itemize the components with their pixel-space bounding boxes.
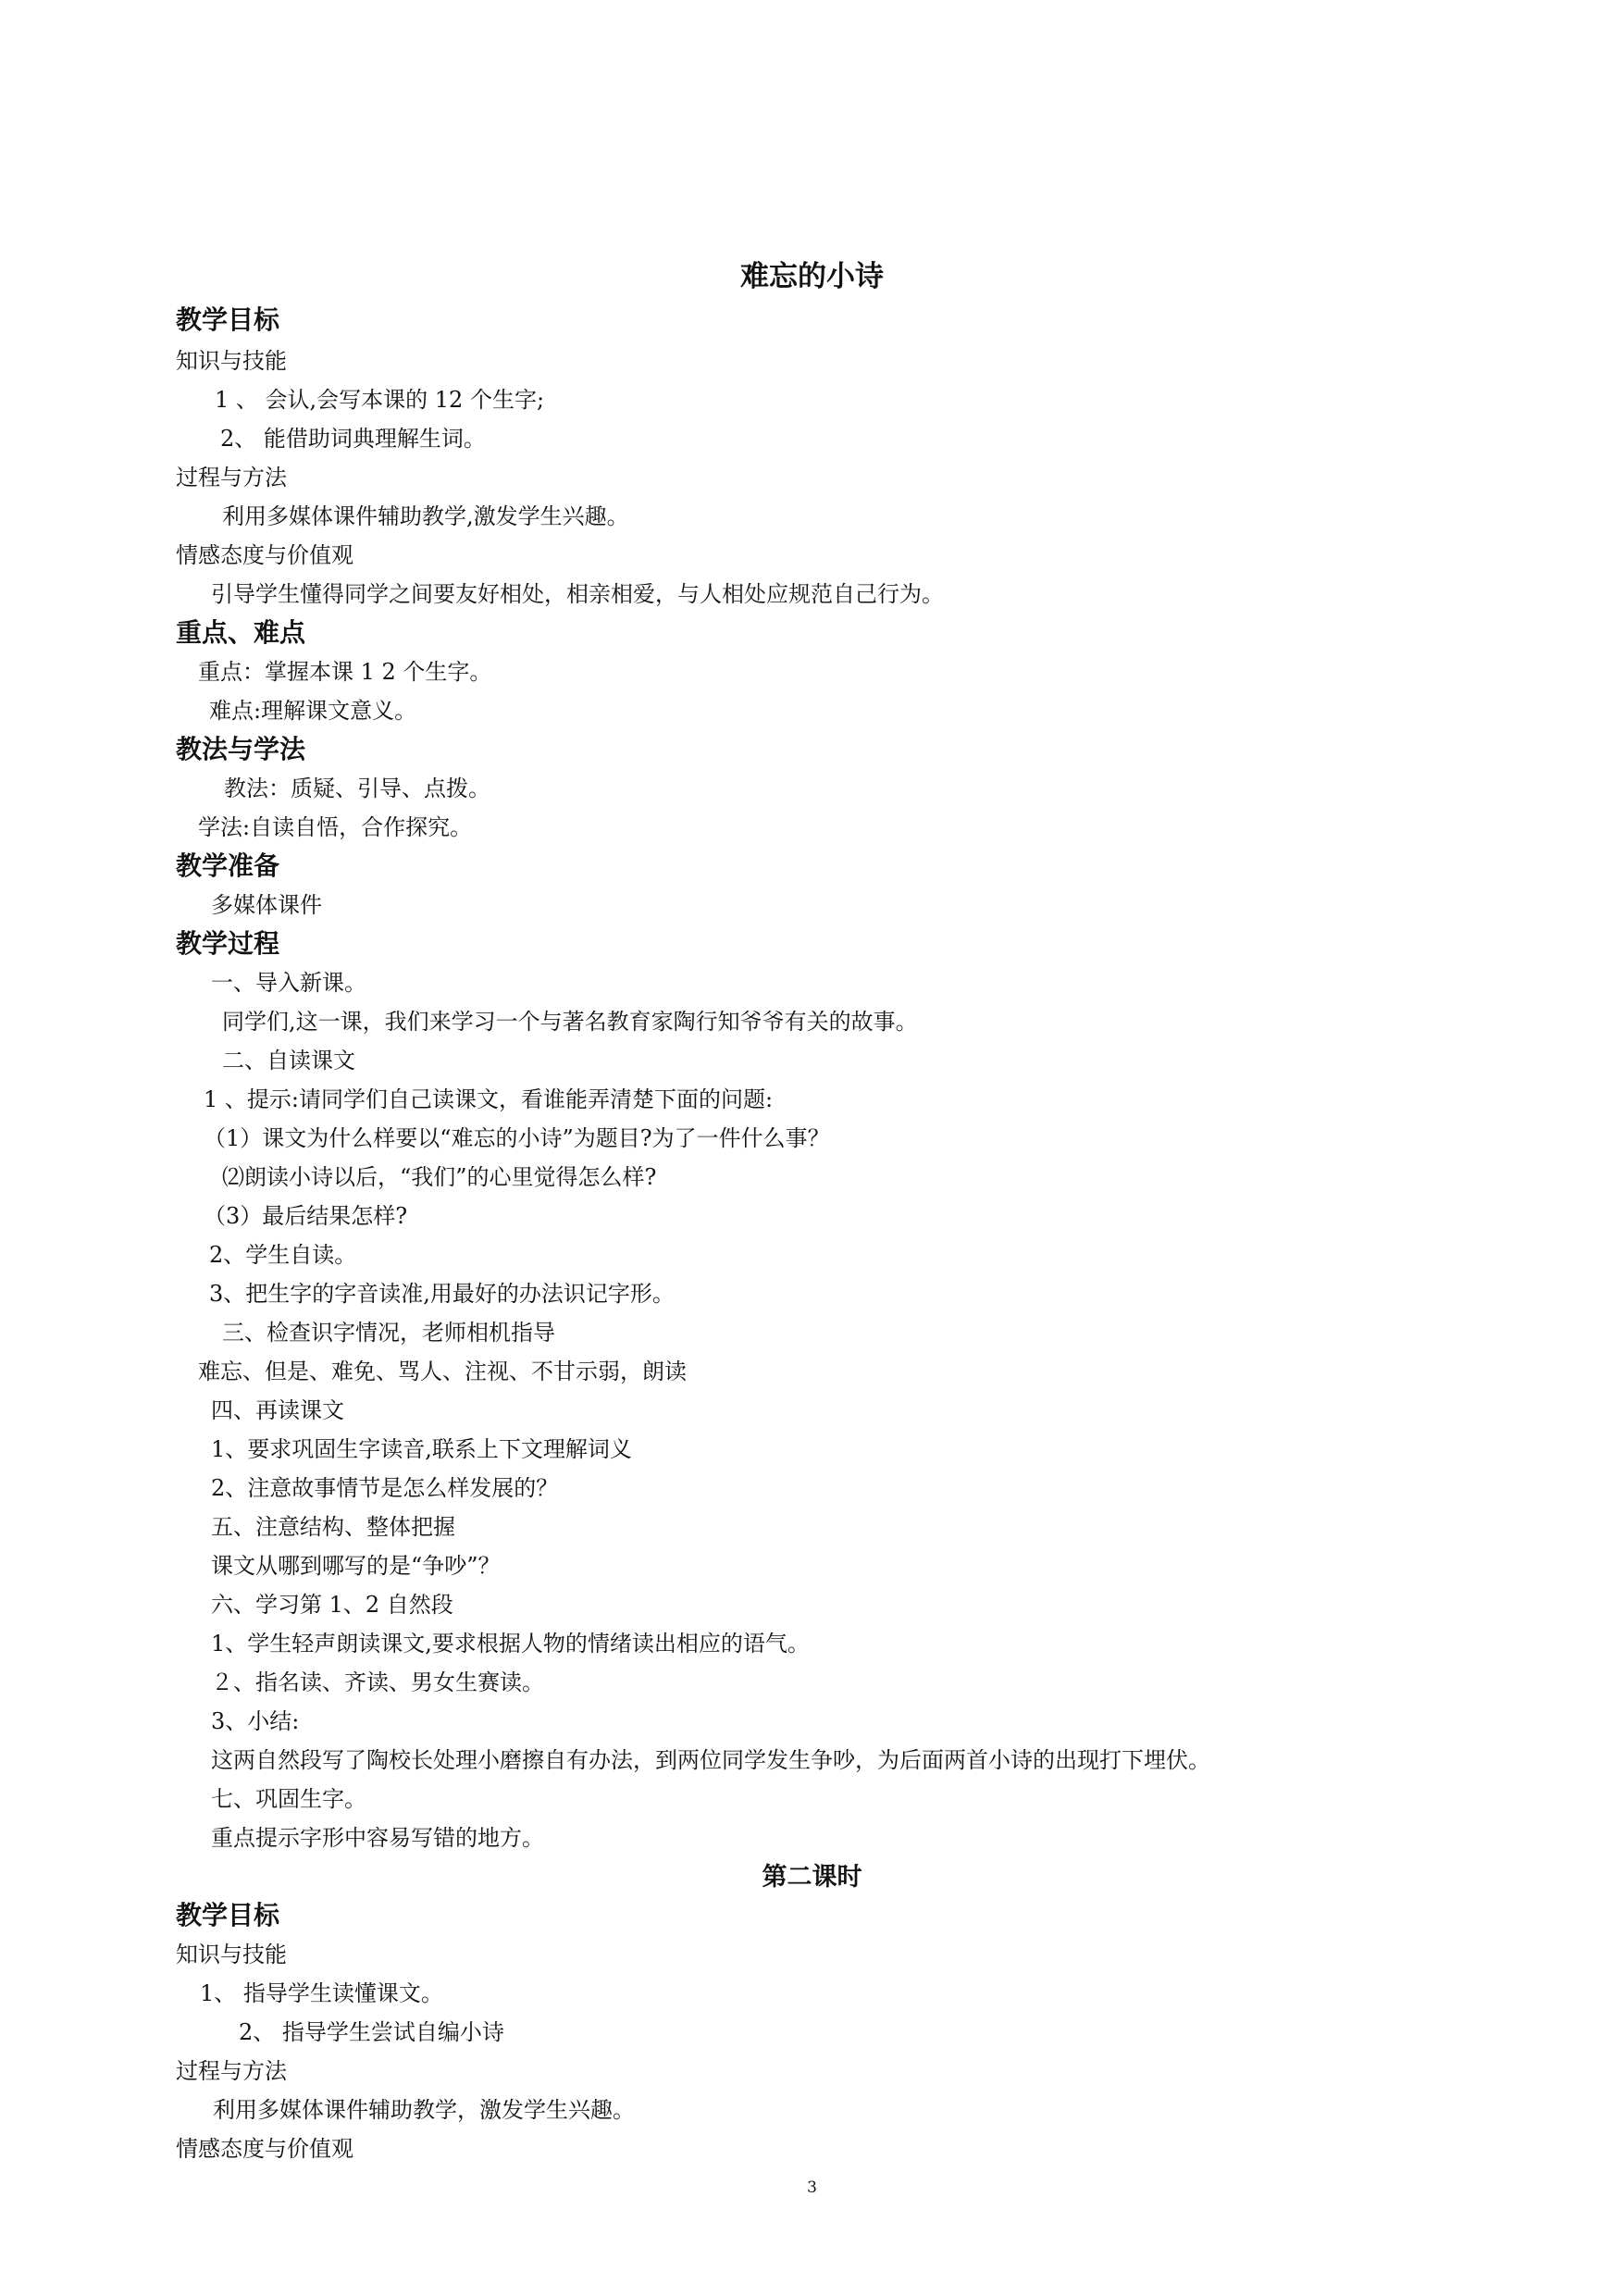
emotion-values-label-2: 情感态度与价值观 [176, 2136, 353, 2162]
heading-methods: 教法与学法 [176, 734, 306, 764]
heading-teaching-goals-2: 教学目标 [176, 1900, 280, 1930]
process-method-text-2: 利用多媒体课件辅助教学，激发学生兴趣。 [213, 2097, 635, 2123]
knowledge-item-2: 2、 能借助词典理解生词。 [220, 426, 486, 452]
lesson-2-knowledge-item-1: 1、 指导学生读懂课文。 [200, 1980, 443, 2006]
difficult-point-text: 难点:理解课文意义。 [209, 698, 417, 724]
process-method-text: 利用多媒体课件辅助教学,激发学生兴趣。 [222, 503, 629, 529]
step-4-item-2: 2、注意故事情节是怎么样发展的？ [211, 1475, 559, 1501]
page-number: 3 [807, 2178, 817, 2197]
step-6-summary: 这两自然段写了陶校长处理小磨擦自有办法，到两位同学发生争吵，为后面两首小诗的出现打下埋伏。 [211, 1747, 1210, 1773]
question-1: （1）课文为什么样要以“难忘的小诗”为题目?为了一件什么事？ [204, 1125, 830, 1151]
step-7-text: 重点提示字形中容易写错的地方。 [211, 1825, 544, 1851]
step-7-title: 七、巩固生字。 [211, 1786, 366, 1812]
lesson-2-knowledge-item-2: 2、 指导学生尝试自编小诗 [239, 2019, 504, 2045]
emotion-values-text: 引导学生懂得同学之间要友好相处，相亲相爱，与人相处应规范自己行为。 [211, 581, 944, 607]
knowledge-item-1: 1 、 会认,会写本课的 12 个生字; [215, 387, 545, 413]
heading-teaching-process: 教学过程 [176, 928, 280, 959]
step-5-title: 五、注意结构、整体把握 [211, 1514, 455, 1540]
key-point-text: 重点：掌握本课 1 2 个生字。 [198, 659, 492, 685]
teaching-method-text: 教法：质疑、引导、点拨。 [224, 776, 490, 801]
step-4-item-1: 1、要求巩固生字读音,联系上下文理解词义 [211, 1436, 632, 1462]
step-3-title: 三、检查识字情况，老师相机指导 [222, 1320, 555, 1346]
step-1-title: 一、导入新课。 [211, 970, 366, 996]
process-method-label-2: 过程与方法 [176, 2058, 287, 2084]
step-1-text: 同学们,这一课，我们来学习一个与著名教育家陶行知爷爷有关的故事。 [222, 1009, 918, 1035]
heading-preparation: 教学准备 [176, 850, 280, 881]
lesson-2-title: 第二课时 [762, 1863, 862, 1892]
step-4-title: 四、再读课文 [211, 1397, 344, 1423]
question-2: ⑵朗读小诗以后，“我们”的心里觉得怎么样? [222, 1164, 657, 1190]
step-2-item-2: 2、学生自读。 [209, 1242, 357, 1268]
heading-key-points: 重点、难点 [176, 617, 306, 648]
step-2-item-3: 3、把生字的字音读准,用最好的办法识记字形。 [209, 1281, 675, 1307]
preparation-text: 多媒体课件 [211, 892, 322, 918]
learning-method-text: 学法:自读自悟，合作探究。 [198, 814, 473, 840]
step-2-title: 二、自读课文 [222, 1048, 355, 1074]
knowledge-skills-label: 知识与技能 [176, 348, 287, 374]
step-3-words: 难忘、但是、难免、骂人、注视、不甘示弱，朗读 [198, 1359, 687, 1384]
heading-teaching-goals: 教学目标 [176, 304, 280, 335]
step-6-item-3: 3、小结: [211, 1708, 300, 1734]
document-title: 难忘的小诗 [740, 260, 884, 293]
step-5-question: 课文从哪到哪写的是“争吵”？ [211, 1553, 501, 1579]
step-6-item-1: 1、学生轻声朗读课文,要求根据人物的情绪读出相应的语气。 [211, 1631, 810, 1657]
step-6-item-2: ２、指名读、齐读、男女生赛读。 [211, 1669, 544, 1695]
emotion-values-label: 情感态度与价值观 [176, 542, 353, 568]
question-3: （3）最后结果怎样? [204, 1203, 408, 1229]
step-2-item-1: 1 、提示:请同学们自己读课文，看谁能弄清楚下面的问题: [204, 1086, 774, 1112]
step-6-title: 六、学习第 1、2 自然段 [211, 1592, 453, 1618]
process-method-label: 过程与方法 [176, 465, 287, 490]
knowledge-skills-label-2: 知识与技能 [176, 1942, 287, 1967]
